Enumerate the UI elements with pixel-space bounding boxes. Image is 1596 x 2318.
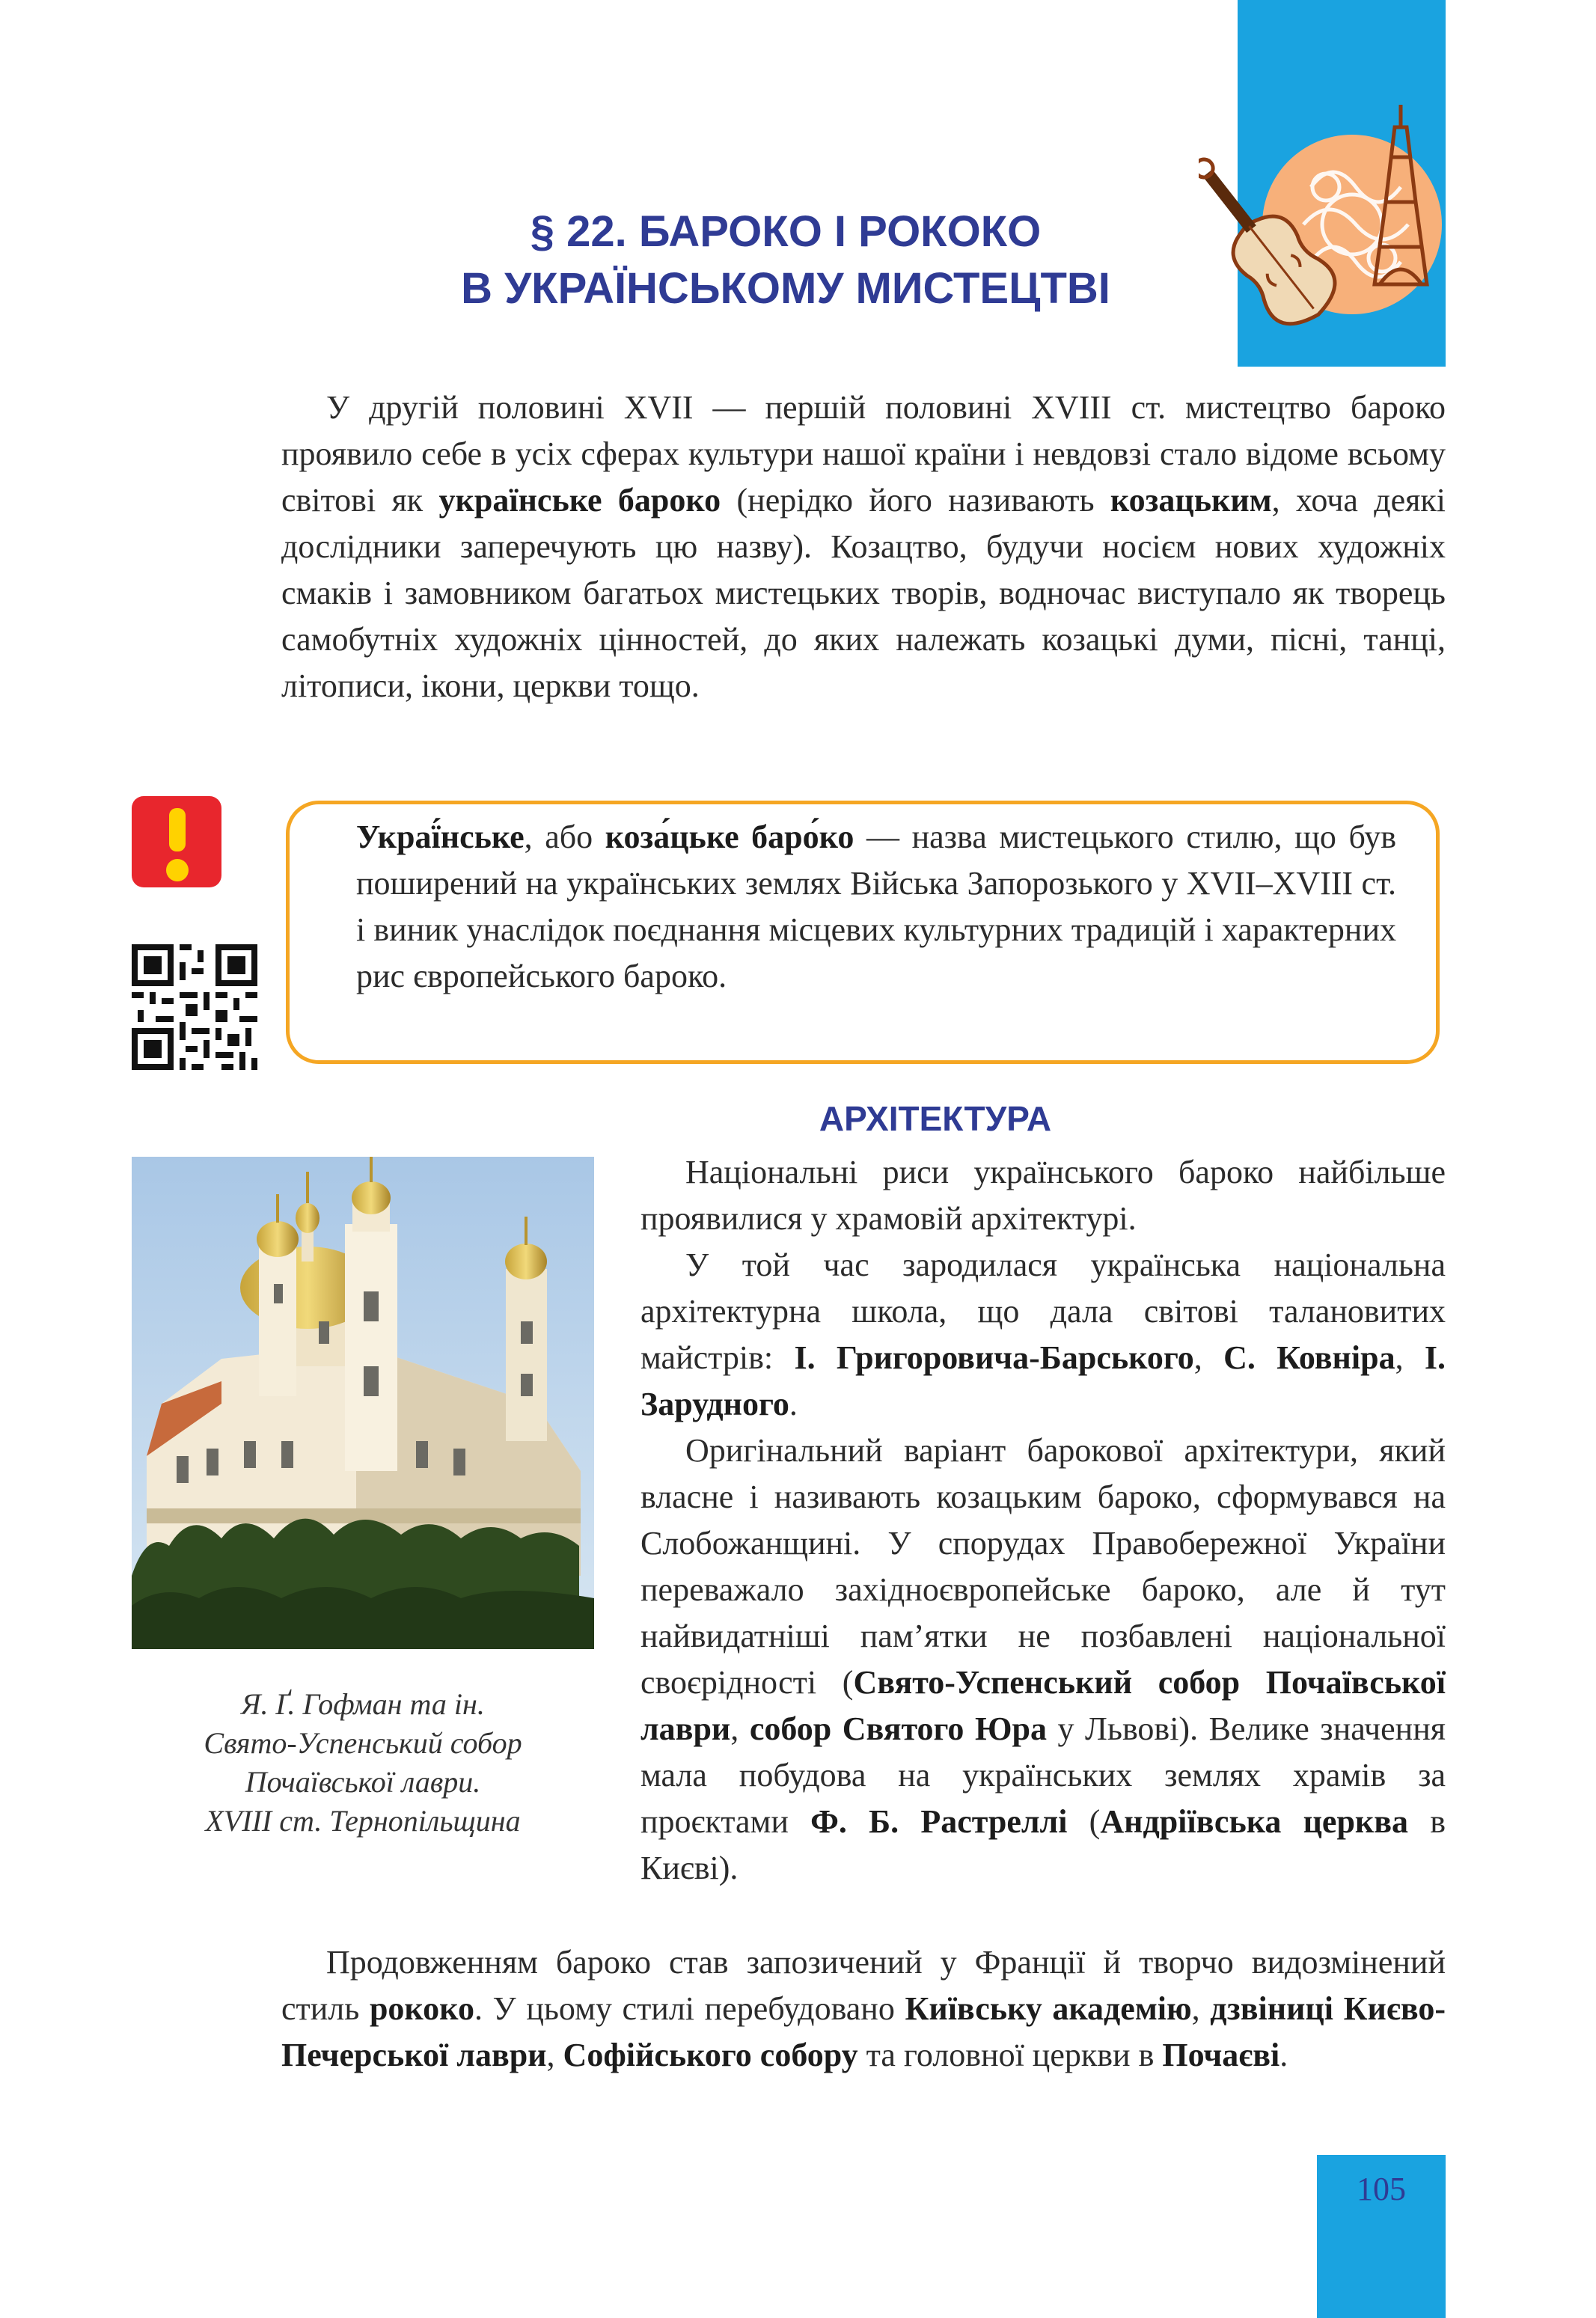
bold-term: Київську академію (905, 1990, 1192, 2027)
bold-term: козацьким (1110, 482, 1272, 519)
text-run: . (1279, 2037, 1288, 2073)
title-line-1: § 22. БАРОКО І РОКОКО (530, 207, 1042, 256)
text-run: — назва мистецького стилю, що був поширений на українських землях Війська Запорозького у XVII–XVIII ст. і виник унаслідок поєднання місцевих культурних традицій і характерних рис європейського бароко. (356, 819, 1396, 994)
text-run: Національні риси українського бароко найбільше проявилися у храмовій архітектурі. (640, 1154, 1446, 1237)
bold-term: І. Зарудного (640, 1339, 1446, 1422)
text-run: , (1395, 1339, 1425, 1376)
caption-line-4: XVIII ст. Тернопільщина (205, 1804, 521, 1838)
text-run: Оригінальний варіант барокової архітектури, який власне і називають козацьким бароко, сформувався на Слобожанщині. У спорудах Правобережної України переважало західноєвропейське бароко, але й тут найвидатніші пам’ятки не позбавлені національної своєрідності ( (640, 1432, 1446, 1701)
page-number: 105 (1357, 2171, 1406, 2207)
text-run: ( (1067, 1803, 1101, 1840)
bold-term: С. Ковніра (1223, 1339, 1395, 1376)
caption-line-2: Свято-Успенський собор (204, 1726, 522, 1760)
text-run: (нерідко його називають (721, 482, 1110, 519)
text-run: Продовженням бароко став запозичений у Франції й творчо видозмінений стиль (281, 1944, 1446, 2027)
caption-line-3: Почаївської лаври. (245, 1765, 481, 1799)
text-run: , (546, 2037, 563, 2073)
rococo-paragraph (281, 1939, 1446, 2079)
bold-term: собор Святого Юра (749, 1710, 1047, 1747)
text-run: , хоча деякі дослідники заперечують цю назву). Козацтво, будучи носієм нових художніх смаків і замовником багатьох мистецьких творів, водночас виступало як творець самобутніх художніх цінностей, до яких належать козацькі думи, пісні, танці, літописи, ікони, церкви тощо. (281, 482, 1446, 704)
bold-term: рококо (369, 1990, 474, 2027)
text-run: . (789, 1386, 798, 1422)
exclamation-icon (132, 796, 221, 887)
caption-line-1: Я. Ґ. Гофман та ін. (241, 1687, 485, 1721)
intro-paragraph (281, 385, 1446, 709)
text-run: в Києві). (640, 1803, 1446, 1886)
bold-term: Свято-Успенський собор Почаївської лаври (640, 1664, 1446, 1747)
architecture-paragraph-1 (640, 1149, 1446, 1242)
bold-term: українське бароко (438, 482, 721, 519)
photo-caption (132, 1685, 594, 1841)
text-run: у Львові). Велике значення мала побудова на українських землях храмів за проєктами (640, 1710, 1446, 1840)
text-run: , (1191, 1990, 1211, 2027)
text-run: , (1193, 1339, 1224, 1376)
bold-term: І. Григоровича-Барського (794, 1339, 1194, 1376)
title-line-2: В УКРАЇНСЬКОМУ МИСТЕЦТВІ (461, 264, 1110, 313)
qr-code-icon[interactable] (132, 944, 257, 1070)
bold-term: Почаєві (1162, 2037, 1280, 2073)
text-run: , або (524, 819, 605, 855)
page-title (299, 204, 1272, 317)
architecture-text (640, 1149, 1446, 1892)
architecture-paragraph-2 (640, 1242, 1446, 1428)
bold-term: Украї́нське (356, 819, 525, 855)
text-run: У другій половині XVII — першій половині XVIII ст. мистецтво бароко проявило себе в усіх сферах культури нашої країни і невдовзі стало відоме всьому світові як (281, 389, 1446, 519)
cathedral-photo (132, 1157, 594, 1649)
bold-term: дзвіниці Києво-Печерської лаври (281, 1990, 1446, 2073)
bold-term: коза́цьке баро́ко (605, 819, 854, 855)
bold-term: Софійського собору (563, 2037, 858, 2073)
definition-text (356, 814, 1396, 1000)
bold-term: Ф. Б. Растреллі (810, 1803, 1068, 1840)
text-run: У той час зародилася українська національна архітектурна школа, що дала світові талановитих майстрів: (640, 1247, 1446, 1376)
architecture-paragraph-3 (640, 1428, 1446, 1892)
bold-term: Андріївська церква (1100, 1803, 1409, 1840)
text-run: , (730, 1710, 750, 1747)
text-run: та головної церкви в (857, 2037, 1163, 2073)
text-run: . У цьому стилі перебудовано (474, 1990, 905, 2027)
section-heading: АРХІТЕКТУРА (819, 1099, 1052, 1138)
